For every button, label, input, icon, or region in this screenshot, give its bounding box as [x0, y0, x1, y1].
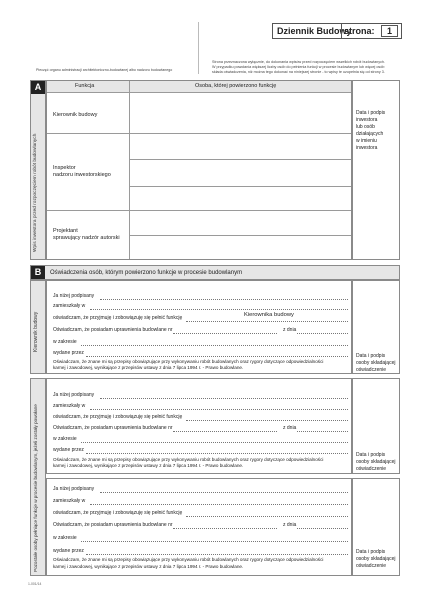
form3-declare-label: oświadczam, że przyjmuję i zobowiązuję się pełnić funkcję	[53, 510, 183, 516]
form1-function-field[interactable]	[186, 321, 348, 322]
form3-function-field[interactable]	[186, 516, 348, 517]
form1-statement-2: karnej i zawodowej, wynikające z przepisów ustawy z dnia 7 lipca 1994 r. - Prawo budowlane.	[53, 365, 244, 370]
form3-date-field[interactable]	[297, 528, 348, 529]
form3-license-label: Oświadczam, że posiadam uprawnienia budowlane nr	[53, 522, 173, 528]
form1-scope-label: w zakresie	[53, 339, 77, 345]
form3-address-label: zamieszkały w	[53, 498, 86, 504]
stamp-divider	[198, 22, 199, 74]
form2-address-field[interactable]	[90, 409, 348, 410]
a-subrow-1	[129, 159, 351, 160]
stamp-area	[28, 22, 198, 74]
form2-issued-label: wydane przez	[53, 447, 84, 453]
section-a-side-label: Wpis inwestora przed rozpoczęciem robót budowlanych	[33, 133, 38, 252]
form3-address-field[interactable]	[90, 504, 348, 505]
col-function-header: Funkcja	[75, 83, 95, 89]
a-row-rule-2	[47, 210, 351, 211]
page-number: 1	[387, 26, 393, 36]
sig-a-line-4: działających	[356, 131, 384, 137]
section-b-title: Oświadczenia osób, którym powierzono funkcje w procesie budowlanym	[50, 270, 243, 276]
form2-sig-line-2: osoby składającej	[356, 459, 396, 465]
sig-a-line-5: w imieniu	[356, 138, 377, 144]
page-label: strona:	[344, 26, 375, 36]
section-a-letter: A	[31, 81, 45, 94]
form2-date-field[interactable]	[297, 431, 348, 432]
form1-scope-field[interactable]	[81, 345, 348, 346]
note-line-1: Strona przeznaczona wyłącznie, do dokonania wpisów przed rozpoczęciem wszelkich robót budowlanych.	[212, 60, 385, 64]
form1-license-field[interactable]	[173, 333, 277, 334]
form2-date-label: z dnia	[283, 425, 297, 431]
form3-name-field[interactable]	[100, 492, 348, 493]
form2-name-field[interactable]	[100, 398, 348, 399]
form3-statement-1: Oświadczam, że znane mi są przepisy obowiązujące przy wykonywaniu robót budowlanych oraz rygory dotyczące odpowiedzialności	[53, 557, 324, 562]
form3-sig-line-1: Data i podpis	[356, 549, 386, 555]
form2-scope-label: w zakresie	[53, 436, 77, 442]
role-inspector-line-2: nadzoru inwestorskiego	[53, 172, 111, 178]
a-col-divider	[129, 81, 130, 259]
section-a-signature-col[interactable]	[352, 80, 400, 260]
form3-scope-field[interactable]	[81, 541, 348, 542]
section-b-side-label-2: Pozostałe osoby pełniące funkcje w procesie budowlanym, jeżeli zostały powołane	[33, 404, 38, 572]
role-inspector-line-1: Inspektor	[53, 165, 76, 171]
form3-sig-line-2: osoby składającej	[356, 556, 396, 562]
section-b-letter: B	[31, 266, 45, 279]
form1-date-field[interactable]	[297, 333, 348, 334]
form1-statement-1: Oświadczam, że znane mi są przepisy obowiązujące przy wykonywaniu robót budowlanych oraz rygory dotyczące odpowiedzialności	[53, 359, 324, 364]
form2-address-label: zamieszkały w	[53, 403, 86, 409]
footer-code: 1-001/14	[28, 582, 42, 586]
a-row-rule-1	[47, 133, 351, 134]
form2-sig-line-3: oświadczenie	[356, 466, 387, 472]
form1-sig-line-1: Data i podpis	[356, 353, 386, 359]
form3-sig-line-3: oświadczenie	[356, 563, 387, 569]
form2-name-label: Ja niżej podpisany	[53, 392, 95, 398]
col-person-header: Osoba, której powierzono funkcję	[195, 83, 277, 89]
form1-license-label: Oświadczam, że posiadam uprawnienia budowlane nr	[53, 327, 173, 333]
a-header-rule	[47, 92, 351, 93]
form3-issued-field[interactable]	[86, 554, 348, 555]
form1-name-field[interactable]	[100, 299, 348, 300]
role-designer-line-1: Projektant	[53, 228, 78, 234]
form1-function-value: Kierownika budowy	[244, 312, 294, 318]
form2-license-label: Oświadczam, że posiadam uprawnienia budowlane nr	[53, 425, 173, 431]
sig-a-line-2: inwestora	[356, 117, 378, 123]
form2-sig-line-1: Data i podpis	[356, 452, 386, 458]
form1-date-label: z dnia	[283, 327, 297, 333]
sig-a-line-6: inwestora	[356, 145, 378, 151]
form2-issued-field[interactable]	[86, 453, 348, 454]
stamp-caption: Pieczęć organu administracji architektoniczno-budowlanej albo nadzoru budowlanego	[36, 68, 173, 72]
form3-scope-label: w zakresie	[53, 535, 77, 541]
form3-statement-2: karnej i zawodowej, wynikające z przepisów ustawy z dnia 7 lipca 1994 r. - Prawo budowlane.	[53, 564, 244, 569]
form3-date-label: z dnia	[283, 522, 297, 528]
page-title: Dziennik Budowy	[277, 26, 352, 36]
sig-a-line-1: Data i podpis	[356, 110, 386, 116]
form3-name-label: Ja niżej podpisany	[53, 486, 95, 492]
form1-address-label: zamieszkały w	[53, 303, 86, 309]
form1-issued-label: wydane przez	[53, 350, 84, 356]
form2-declare-label: oświadczam, że przyjmuję i zobowiązuję się pełnić funkcję	[53, 414, 183, 420]
note-line-3: składa oświadczenia, niż można tego dokonać na niniejszej stronie - to wpisy te uzupełnia się od strony 3.	[212, 70, 385, 74]
form2-function-field[interactable]	[186, 420, 348, 421]
role-site-manager: Kierownik budowy	[53, 112, 98, 118]
form1-address-field[interactable]	[90, 309, 348, 310]
form1-sig-line-2: osoby składającej	[356, 360, 396, 366]
role-designer-line-2: sprawujący nadzór autorski	[53, 235, 120, 241]
form2-statement-2: karnej i zawodowej, wynikające z przepisów ustawy z dnia 7 lipca 1994 r. - Prawo budowlane.	[53, 463, 244, 468]
note-line-2: W przypadku powołania większej liczby osób do pełnienia funkcji w procesie budowlanym lub więcej osób	[212, 65, 385, 69]
section-a-table	[46, 80, 352, 260]
sig-a-line-3: lub osób	[356, 124, 375, 130]
form1-name-label: Ja niżej podpisany	[53, 293, 95, 299]
a-subrow-3	[129, 235, 351, 236]
form2-statement-1: Oświadczam, że znane mi są przepisy obowiązujące przy wykonywaniu robót budowlanych oraz rygory dotyczące odpowiedzialności	[53, 457, 324, 462]
section-b-side-label-1: Kierownik budowy	[33, 311, 39, 352]
a-subrow-2	[129, 186, 351, 187]
form3-license-field[interactable]	[173, 528, 277, 529]
form2-scope-field[interactable]	[81, 442, 348, 443]
title-divider	[341, 23, 342, 39]
form1-issued-field[interactable]	[86, 356, 348, 357]
form3-issued-label: wydane przez	[53, 548, 84, 554]
form2-license-field[interactable]	[173, 431, 277, 432]
form1-declare-label: oświadczam, że przyjmuję i zobowiązuję się pełnić funkcję	[53, 315, 183, 321]
form1-sig-line-3: oświadczenie	[356, 367, 387, 373]
